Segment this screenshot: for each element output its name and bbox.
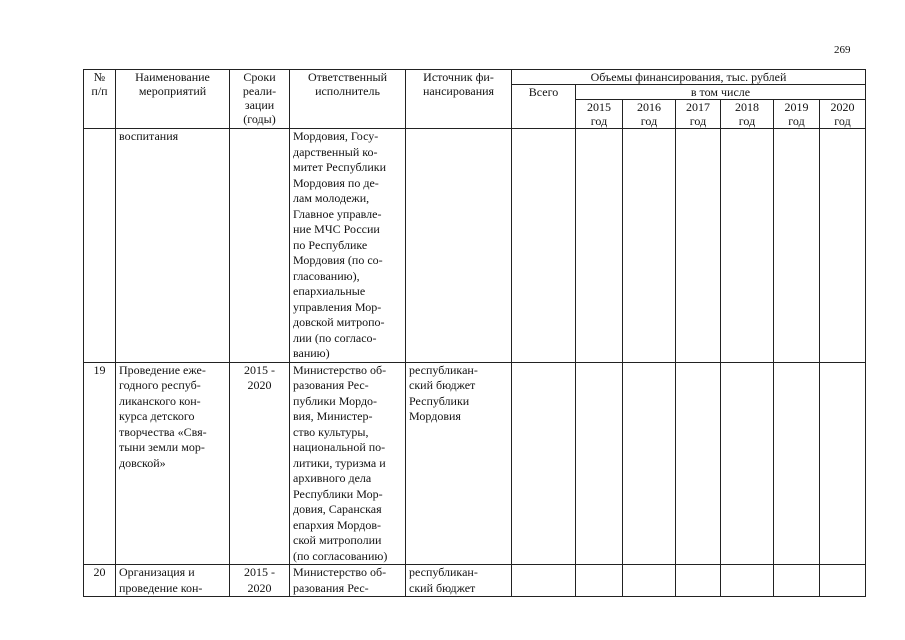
row-2018	[721, 129, 774, 363]
row-2015	[576, 129, 623, 363]
header-num: № п/п	[84, 70, 116, 129]
header-year-2016: 2016 год	[623, 100, 676, 129]
row-terms	[230, 129, 290, 363]
row-num: 20	[84, 565, 116, 597]
row-source: республикан- ский бюджет Республики Мордовия	[406, 362, 512, 565]
header-including: в том числе	[576, 85, 866, 100]
row-total	[512, 129, 576, 363]
funding-table	[83, 69, 866, 597]
row-2016	[623, 362, 676, 565]
row-name: Организация и проведение кон-	[116, 565, 230, 597]
row-executor: Министерство об- разования Рес- публики Мордо- вия, Министер- ство культуры, национальной по- литики, туризма и архивного дела Республики Мор- довия, Саранская епархия Мордов- ской митрополии (по согласованию)	[290, 362, 406, 565]
table-row	[84, 565, 866, 597]
row-source	[406, 129, 512, 363]
row-2019	[774, 129, 820, 363]
row-2016	[623, 129, 676, 363]
row-executor: Министерство об- разования Рес-	[290, 565, 406, 597]
row-name: Проведение еже- годного респуб- ликанского кон- курса детского творчества «Свя- тыни земли мор- довской»	[116, 362, 230, 565]
row-num	[84, 129, 116, 363]
row-2020	[820, 129, 866, 363]
row-terms: 2015 - 2020	[230, 565, 290, 597]
row-2018	[721, 362, 774, 565]
header-terms: Сроки реали- зации (годы)	[230, 70, 290, 129]
row-2019	[774, 565, 820, 597]
row-2017	[676, 362, 721, 565]
row-source: республикан- ский бюджет	[406, 565, 512, 597]
row-total	[512, 565, 576, 597]
header-year-2019: 2019 год	[774, 100, 820, 129]
row-terms: 2015 - 2020	[230, 362, 290, 565]
header-year-2020: 2020 год	[820, 100, 866, 129]
row-executor: Мордовия, Госу- дарственный ко- митет Республики Мордовия по де- лам молодежи, Главное управле- ние МЧС России по Республике Мордовия (по со- гласованию), епархиальные управления Мор- довской митропо- лии (по согласо- ванию)	[290, 129, 406, 363]
header-executor: Ответственный исполнитель	[290, 70, 406, 129]
row-2018	[721, 565, 774, 597]
row-name: воспитания	[116, 129, 230, 363]
row-2017	[676, 129, 721, 363]
row-num: 19	[84, 362, 116, 565]
row-2015	[576, 565, 623, 597]
row-2016	[623, 565, 676, 597]
row-2019	[774, 362, 820, 565]
page-number: 269	[834, 44, 851, 56]
row-2015	[576, 362, 623, 565]
header-name: Наименование мероприятий	[116, 70, 230, 129]
header-year-2017: 2017 год	[676, 100, 721, 129]
header-total: Всего	[512, 85, 576, 129]
row-2017	[676, 565, 721, 597]
row-total	[512, 362, 576, 565]
table-row	[84, 362, 866, 565]
header-volumes: Объемы финансирования, тыс. рублей	[512, 70, 866, 85]
header-year-2018: 2018 год	[721, 100, 774, 129]
header-row-1	[84, 70, 866, 85]
header-source: Источник фи- нансирования	[406, 70, 512, 129]
row-2020	[820, 362, 866, 565]
row-2020	[820, 565, 866, 597]
header-year-2015: 2015 год	[576, 100, 623, 129]
table-row	[84, 129, 866, 363]
